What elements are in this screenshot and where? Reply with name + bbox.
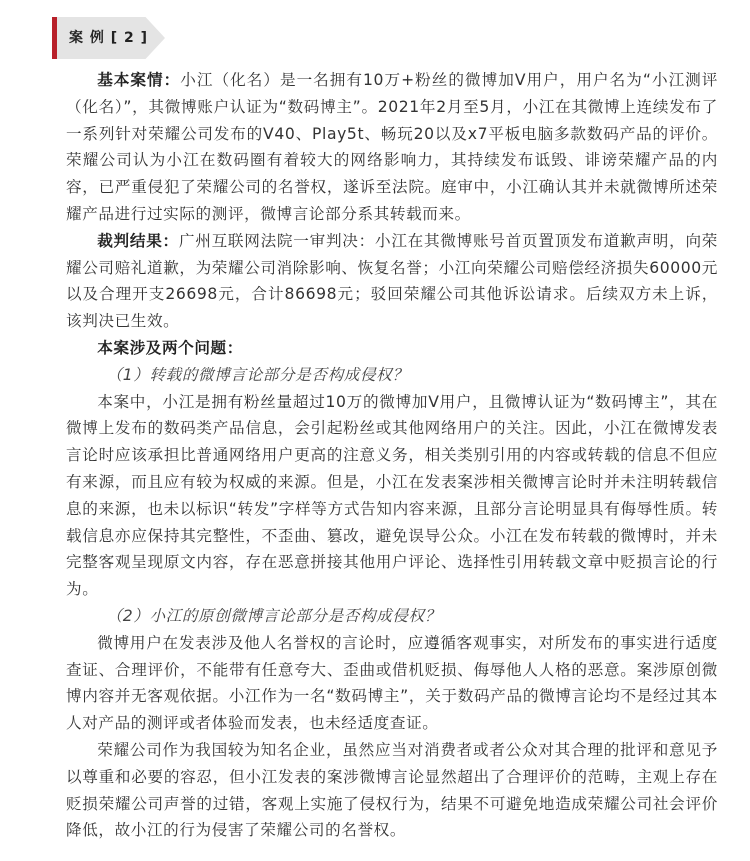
case-label-text: 案 例 [ 2 ] xyxy=(69,30,149,46)
verdict-text: 广州互联网法院一审判决：小江在其微博账号首页置顶发布道歉声明，向荣耀公司赔礼道歉，为荣耀公司消除影响、恢复名誉；小江向荣耀公司赔偿经济损失60000元以及合理开支26698元，合计86698元；驳回荣耀公司其他诉讼请求。后续双方未上诉，该判决已生效。 xyxy=(66,231,718,331)
article-body xyxy=(66,67,718,844)
issues-heading: 本案涉及两个问题： xyxy=(97,338,243,357)
case-label-tag xyxy=(52,17,162,59)
basic-facts-paragraph xyxy=(66,67,718,228)
question-1-analysis: 本案中，小江是拥有粉丝量超过10万的微博加V用户，且微博认证为“数码博主”，其在微博上发布的数码类产品信息，会引起粉丝或其他网络用户的关注。因此，小江在微博发表言论时应该承担比普通网络用户更高的注意义务，相关类别引用的内容或转载的信息不但应有来源，而且应有较为权威的来源。但是，小江在发表案涉相关微博言论时并未注明转载信息的来源，也未以标识“转发”字样等方式告知内容来源，且部分言论明显具有侮辱性质。转载信息亦应保持其完整性，不歪曲、篡改，避免误导公众。小江在发布转载的微博时，并未完整客观呈现原文内容，存在恶意拼接其他用户评论、选择性引用转载文章中贬损言论的行为。 xyxy=(66,392,718,599)
question-2-analysis: 微博用户在发表涉及他人名誉权的言论时，应遵循客观事实，对所发布的事实进行适度查证、合理评价，不能带有任意夸大、歪曲或借机贬损、侮辱他人人格的恶意。案涉原创微博内容并无客观依据。小江作为一名“数码博主”，关于数码产品的微博言论均不是经过其本人对产品的测评或者体验而发表，也未经适度查证。 xyxy=(66,633,718,733)
question-2: （2）小江的原创微博言论部分是否构成侵权？ xyxy=(106,606,441,625)
case-label-accent-bar xyxy=(52,17,57,59)
question-1: （1）转载的微博言论部分是否构成侵权？ xyxy=(106,365,409,384)
basic-facts-heading: 基本案情： xyxy=(97,71,181,89)
verdict-paragraph xyxy=(66,228,718,335)
verdict-heading: 裁判结果： xyxy=(97,231,179,250)
conclusion-paragraph: 荣耀公司作为我国较为知名企业，虽然应当对消费者或者公众对其合理的批评和意见予以尊重和必要的容忍，但小江发表的案涉微博言论显然超出了合理评价的范畴，主观上存在贬损荣耀公司声誉的过错，客观上实施了侵权行为，结果不可避免地造成荣耀公司社会评价降低，故小江的行为侵害了荣耀公司的名誉权。 xyxy=(66,740,718,840)
basic-facts-text: 小江（化名）是一名拥有10万+粉丝的微博加V用户，用户名为“小江测评（化名）”，其微博账户认证为“数码博主”。2021年2月至5月，小江在其微博上连续发布了一系列针对荣耀公司发布的V40、Play5t、畅玩20以及x7平板电脑多款数码产品的评价。荣耀公司认为小江在数码圈有着较大的网络影响力，其持续发布诋毁、诽谤荣耀产品的内容，已严重侵犯了荣耀公司的名誉权，遂诉至法院。庭审中，小江确认其并未就微博所述荣耀产品进行过实际的测评，微博言论部分系其转载而来。 xyxy=(66,71,718,223)
